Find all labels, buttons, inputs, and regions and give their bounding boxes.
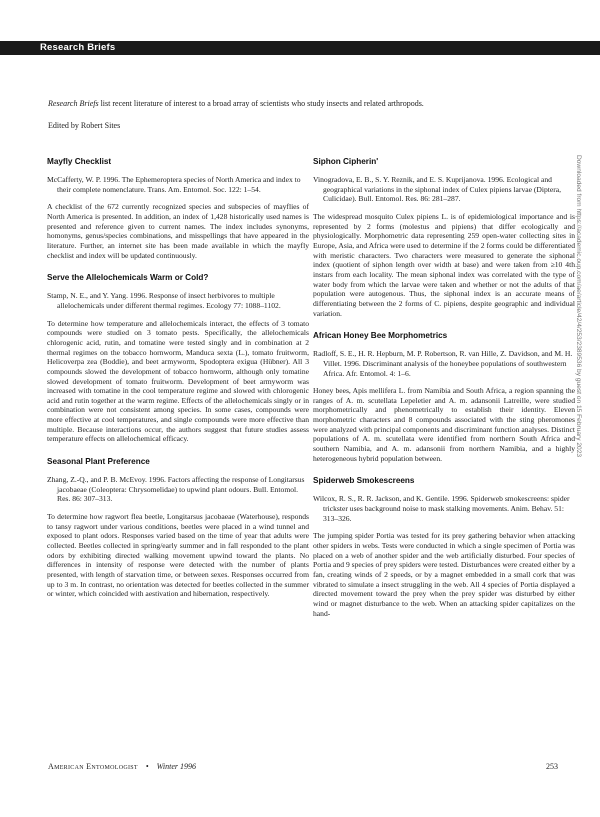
editor-credit: Edited by Robert Sites [48,121,121,130]
allelo-reference: Stamp, N. E., and Y. Yang. 1996. Response of insect herbivores to multiple allelochemicals under different thermal regimes. Ecology 77: 1088–1102. [47,291,281,310]
download-sidenote [573,155,583,755]
spider-body: The jumping spider Portia was tested for its prey gathering behavior when attacking other spiders in webs. Tests were conducted in which a single specimen of Portia was placed on a web of another spider and the web artificially disturbed. Four species of Portia and 9 species of prey spiders were tested. Disturbances were created either by a fan, creating winds of 2 speeds, or by a magnet embedded in a small cork that was vibrated to simulate a insect struggling in the web. All 4 species of Portia displayed a directed movement toward the prey when the prey spider was disturbed by either wind or magnet disturbance to the web. When an attacking spider capitalizes on the hand- [313,531,575,618]
intro-text: list recent literature of interest to a broad array of scientists who study insects and related arthropods. [98,99,424,108]
banner-title: Research Briefs [40,42,116,53]
page-number: 253 [546,762,558,771]
footer-publication: American Entomologist [48,762,138,771]
spider-reference: Wilcox, R. S., R. R. Jackson, and K. Gentile. 1996. Spiderweb smokescreens: spider trickster uses background noise to mask stalking movements. Anim. Behav. 51: 313–326. [313,494,570,523]
left-column [47,157,309,607]
bee-body: Honey bees, Apis mellifera L. from Namibia and South Africa, a region spanning the ranges of A. m. scutellata Lepeletier and A. m. adansonii Latreille, were studied morphometrically and phenometrically to establish their identity. Eleven morphometric characters and 8 compounds associated with the sting pheromones were analyzed with principal components and discriminant function analyses. Distinct populations of A. m. scutellata were identified from northern South Africa and southern Namibia, and A. m. adansonii from northern Namibia, and a highly heterogeneous hybrid population between. [313,386,575,463]
siphon-heading: Siphon Cipherin' [313,157,379,166]
page-footer [48,762,558,774]
siphon-body: The widespread mosquito Culex pipiens L. is of epidemiological importance and is represented by 2 forms (molestus and pipiens) that differ ecologically and physiologically. Morphometric data representing 259 open-water collecting sites in Europe, Asia, and Africa were used to determine if the 2 forms could be differentiated with meristic characters. Two characters were measured to generate the siphonal index (quotient of siphon length over width at base) and were taken from ≥10 4th instars from each locality. The mean siphonal index was correlated with the type of water body from which the larvae were taken and whether or not the adults of that population were autogenous. Thus, the siphonal index is an accurate means of differentiating between the 2 forms of C. pipiens, despite geographic and individual variation. [313,211,575,318]
ragwort-body: To determine how ragwort flea beetle, Longitarsus jacobaeae (Waterhouse), responds to tansy ragwort under various conditions, beetles were placed in a wind tunnel and exposed to plant odors. Responses varied based on the time of year that adults were collected. Beetles collected in spring/early summer and in fall responded to the plant odors by exhibiting directed walking movement upwind toward the plants. No differences in intensity of response were detected with the number of plants presented, with length of starvation time, or between sexes. Responses occurred from up to 3 m. In contrast, no orientation was detected for beetles collected in the summer or winter, which coincided with aestivation and hibernation, respectively. [47,512,309,599]
allelo-heading: Serve the Allelochemicals Warm or Cold? [47,273,209,283]
bee-heading: African Honey Bee Morphometrics [313,331,448,341]
siphon-reference: Vinogradova, E. B., S. Y. Reznik, and E. S. Kuprijanova. 1996. Ecological and geographical variations in the siphonal index of Culex pipiens larvae (Diptera, Culicidae). Bull. Entomol. Res. 86: 281–287. [313,175,562,204]
download-note-text: Downloaded from https://academic.oup.com/ae/article/42/4/253/2389536 by guest on 15 February 2023 [575,155,582,458]
intro-paragraph [48,99,558,109]
ragwort-heading: Seasonal Plant Preference [47,457,150,467]
intro-lead: Research Briefs [48,99,99,108]
footer-issue: Winter 1996 [156,762,197,771]
right-column [313,157,575,626]
mayfly-reference: McCafferty, W. P. 1996. The Ephemeroptera species of North America and index to their complete nomenclature. Trans. Am. Entomol. Soc. 122: 1–54. [47,175,301,194]
footer-separator: • [145,762,149,771]
bee-reference: Radloff, S. E., H. R. Hepburn, M. P. Robertson, R. van Hille, Z. Davidson, and M. H. Villet. 1996. Discriminant analysis of the honeybee populations of southwestern Africa. Afr. Entomol. 4: 1–6. [313,349,573,378]
mayfly-body: A checklist of the 672 currently recognized species and subspecies of mayflies of North America is presented. In addition, an index of 1,428 historically used names is presented and reference given to current names. The index includes synonyms, homonyms, genus/species combinations, and misspellings that have appeared in the literature. Further, an internet site has been made available in which the mayfly checklist and index will be updated continuously. [47,202,309,260]
ragwort-reference: Zhang, Z.-Q., and P. B. McEvoy. 1996. Factors affecting the response of Longitarsus jacobaeae (Coleoptera: Chrysomelidae) to upwind plant odours. Bull. Entomol. Res. 86: 307–313. [47,475,305,504]
mayfly-heading: Mayfly Checklist [47,157,112,166]
section-banner [0,41,600,55]
spider-heading: Spiderweb Smokescreens [313,476,415,486]
allelo-body: To determine how temperature and allelochemicals interact, the effects of 3 tomato compounds were studied on 3 tomato pests. Specifically, the allelochemicals chlorogenic acid, rutin, and tomatine were tested singly and in combination at 2 thermal regimes on the tobacco hornworm, Manduca sexta (L.), tomato fruitworm, Helicoverpa zea (Boddie), and beet armyworm, Spodoptera exigua (Hübner). All 3 compounds slowed the development of tobacco hornworm, although only tomatine slowed development of tomato fruitworm. Development of beet armyworm was increased with tomatine in the cool temperature regime and slowed with chlorogenic acid and rutin together at the warm regime. Effects of the allelochemicals singly or in combination were not consistent among species. In some cases, compounds were more effective at cool temperatures, and single compounds were more effective than multiple. Because interactions occur, the authors suggest that future studies assess temperature effects on allelochemical efficacy. [47,318,309,444]
